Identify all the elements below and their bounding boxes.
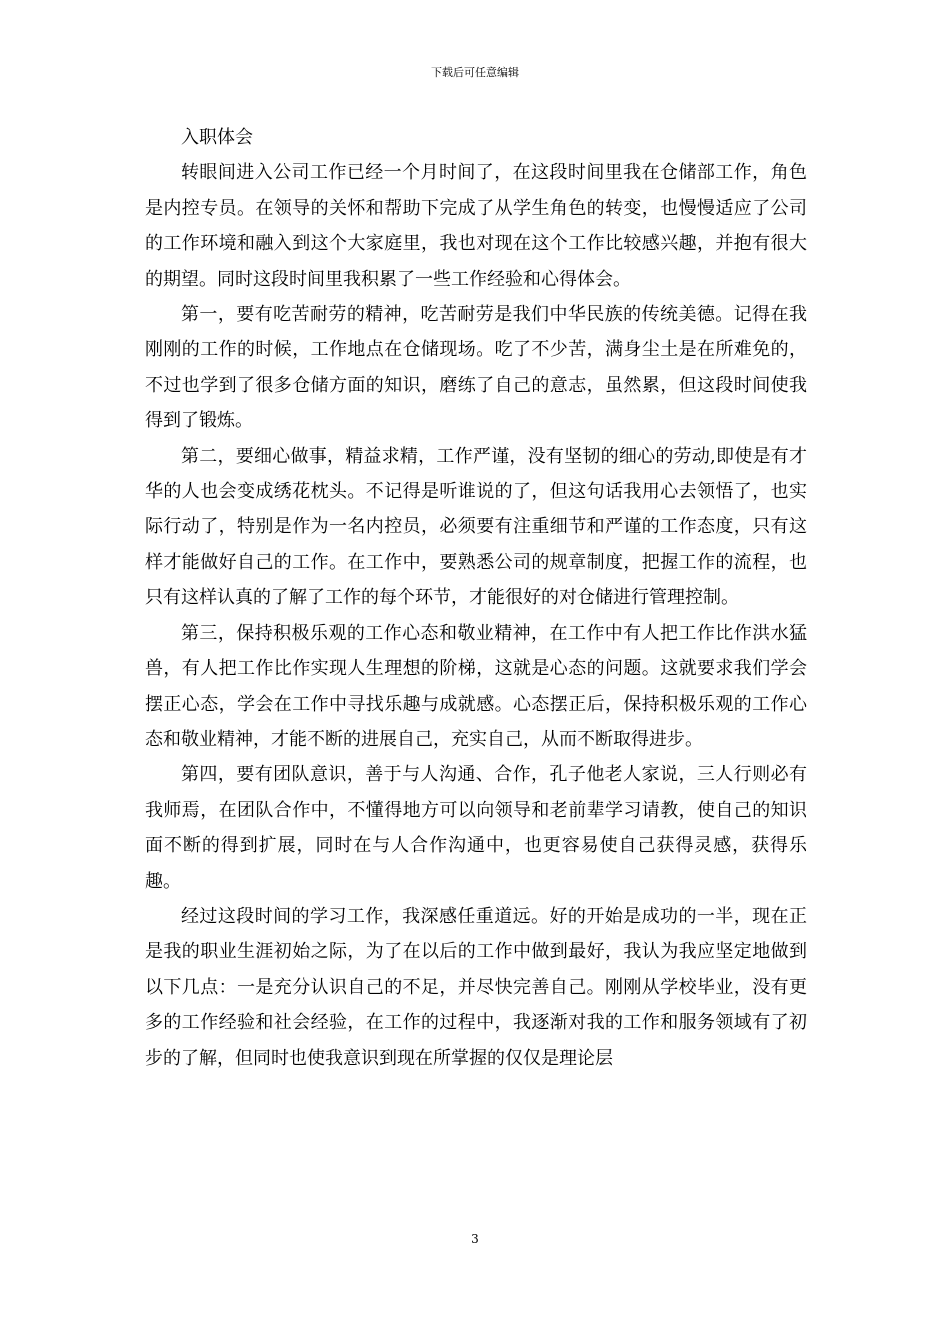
document-body xyxy=(145,120,807,1076)
paragraph: 第一，要有吃苦耐劳的精神，吃苦耐劳是我们中华民族的传统美德。记得在我刚刚的工作的时候，工作地点在仓储现场。吃了不少苦，满身尘土是在所难免的，不过也学到了很多仓储方面的知识，磨练了自己的意志，虽然累，但这段时间使我得到了锻炼。 xyxy=(145,304,807,432)
document-title: 入职体会 xyxy=(181,127,253,148)
page-header-note: 下载后可任意编辑 xyxy=(431,66,519,79)
paragraph: 转眼间进入公司工作已经一个月时间了，在这段时间里我在仓储部工作，角色是内控专员。在领导的关怀和帮助下完成了从学生角色的转变，也慢慢适应了公司的工作环境和融入到这个大家庭里，我也对现在这个工作比较感兴趣，并抱有很大的期望。同时这段时间里我积累了一些工作经验和心得体会。 xyxy=(145,162,807,290)
paragraph: 第四，要有团队意识，善于与人沟通、合作，孔子他老人家说，三人行则必有我师焉，在团队合作中，不懂得地方可以向领导和老前辈学习请教，使自己的知识面不断的得到扩展，同时在与人合作沟通中，也更容易使自己获得灵感，获得乐趣。 xyxy=(145,764,807,892)
page-number: 3 xyxy=(471,1232,479,1246)
paragraph: 第二，要细心做事，精益求精，工作严谨，没有坚韧的细心的劳动,即使是有才华的人也会变成绣花枕头。不记得是听谁说的了，但这句话我用心去领悟了，也实际行动了，特别是作为一名内控员，必须要有注重细节和严谨的工作态度，只有这样才能做好自己的工作。在工作中，要熟悉公司的规章制度，把握工作的流程，也只有这样认真的了解了工作的每个环节，才能很好的对仓储进行管理控制。 xyxy=(145,445,807,609)
paragraph: 第三，保持积极乐观的工作心态和敬业精神，在工作中有人把工作比作洪水猛兽，有人把工作比作实现人生理想的阶梯，这就是心态的问题。这就要求我们学会摆正心态，学会在工作中寻找乐趣与成就感。心态摆正后，保持积极乐观的工作心态和敬业精神，才能不断的进展自己，充实自己，从而不断取得进步。 xyxy=(145,622,807,750)
paragraph: 经过这段时间的学习工作，我深感任重道远。好的开始是成功的一半，现在正是我的职业生涯初始之际，为了在以后的工作中做到最好，我认为我应坚定地做到以下几点：一是充分认识自己的不足，并尽快完善自己。刚刚从学校毕业，没有更多的工作经验和社会经验，在工作的过程中，我逐渐对我的工作和服务领域有了初步的了解，但同时也使我意识到现在所掌握的仅仅是理论层 xyxy=(145,905,807,1069)
